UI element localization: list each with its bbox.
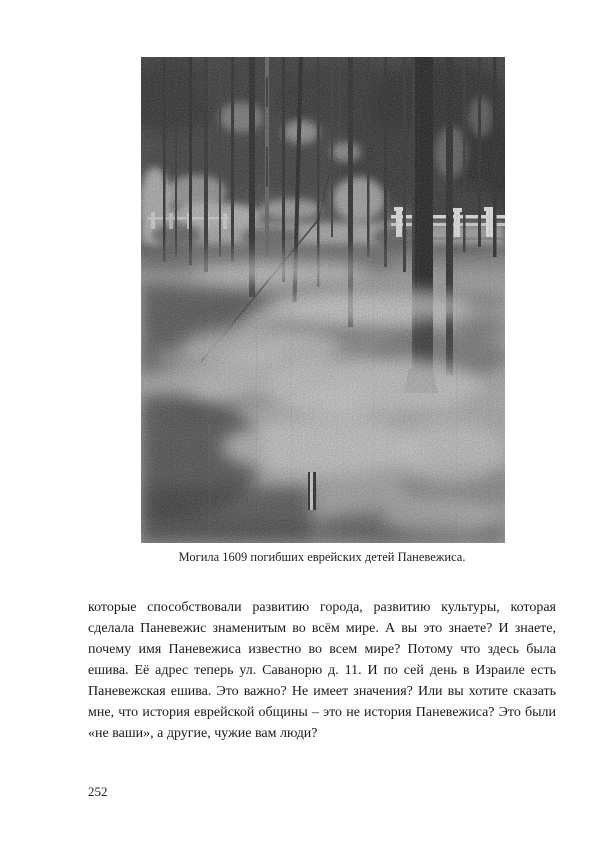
memorial-photo <box>141 57 505 543</box>
memorial-photo-graphic <box>141 57 505 543</box>
photo-caption: Могила 1609 погибших еврейских детей Паневежиса. <box>178 550 466 564</box>
body-paragraph: которые способствовали развитию города, развитию культуры, которая сделала Паневежис знаменитым во всём мире. А вы это знаете? И знаете, почему имя Паневежиса известно во всем мире? Потому что здесь была ешива. Её адрес теперь ул. Саванорю д. 11. И по сей день в Израиле есть Паневежская ешива. Это важно? Не имеет значения? Или вы хотите сказать мне, что история еврейской общины – это не история Паневежиса? Это были «не ваши», а другие, чужие вам люди? <box>88 600 556 741</box>
page-number: 252 <box>88 784 108 799</box>
memorial-photo-figure <box>141 57 505 543</box>
photo-grain-light <box>141 57 505 543</box>
